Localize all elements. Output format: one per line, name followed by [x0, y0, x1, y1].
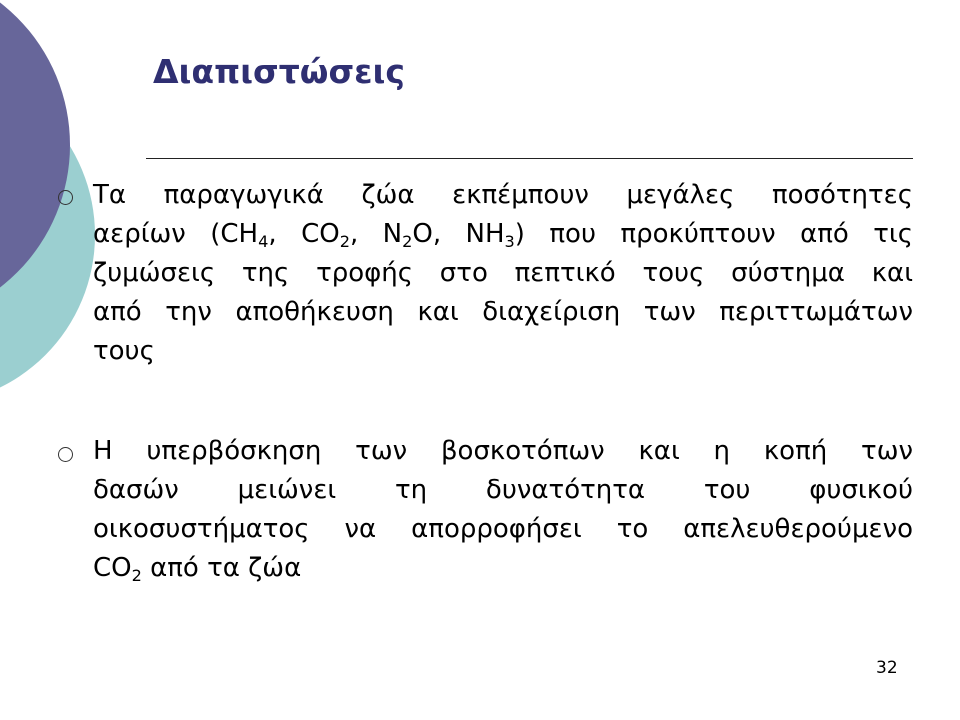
paragraph-line: από την αποθήκευση και διαχείριση των περιττωμάτων	[93, 297, 913, 327]
paragraph-line: αερίων ($CH_4$, $CO_2$, $N_2O$, $NH_3$) που προκύπτουν από τις	[93, 219, 913, 251]
paragraph-line: Τα παραγωγικά ζώα εκπέμπουν μεγάλες ποσότητες	[93, 180, 913, 210]
paragraph-line: οικοσυστήματος να απορροφήσει το απελευθερούμενο	[93, 514, 913, 544]
bullet-circle-icon	[58, 447, 73, 462]
paragraph-line: Η υπερβόσκηση των βοσκοτόπων και η κοπή των	[93, 436, 913, 466]
title-divider	[146, 158, 913, 159]
paragraph-line: ζυμώσεις της τροφής στο πεπτικό τους σύστημα και	[93, 258, 913, 288]
paragraph-line: τους	[93, 336, 155, 366]
paragraph-line: $CO_2$ από τα ζώα	[93, 553, 302, 585]
paragraph-line: δασών μειώνει τη δυνατότητα του φυσικού	[93, 475, 913, 505]
bullet-paragraph-1	[93, 176, 913, 371]
bullet-paragraph-2	[93, 432, 913, 588]
bullet-circle-icon	[58, 190, 73, 205]
page-number: 32	[876, 658, 898, 678]
slide-title: Διαπιστώσεις	[153, 52, 405, 91]
